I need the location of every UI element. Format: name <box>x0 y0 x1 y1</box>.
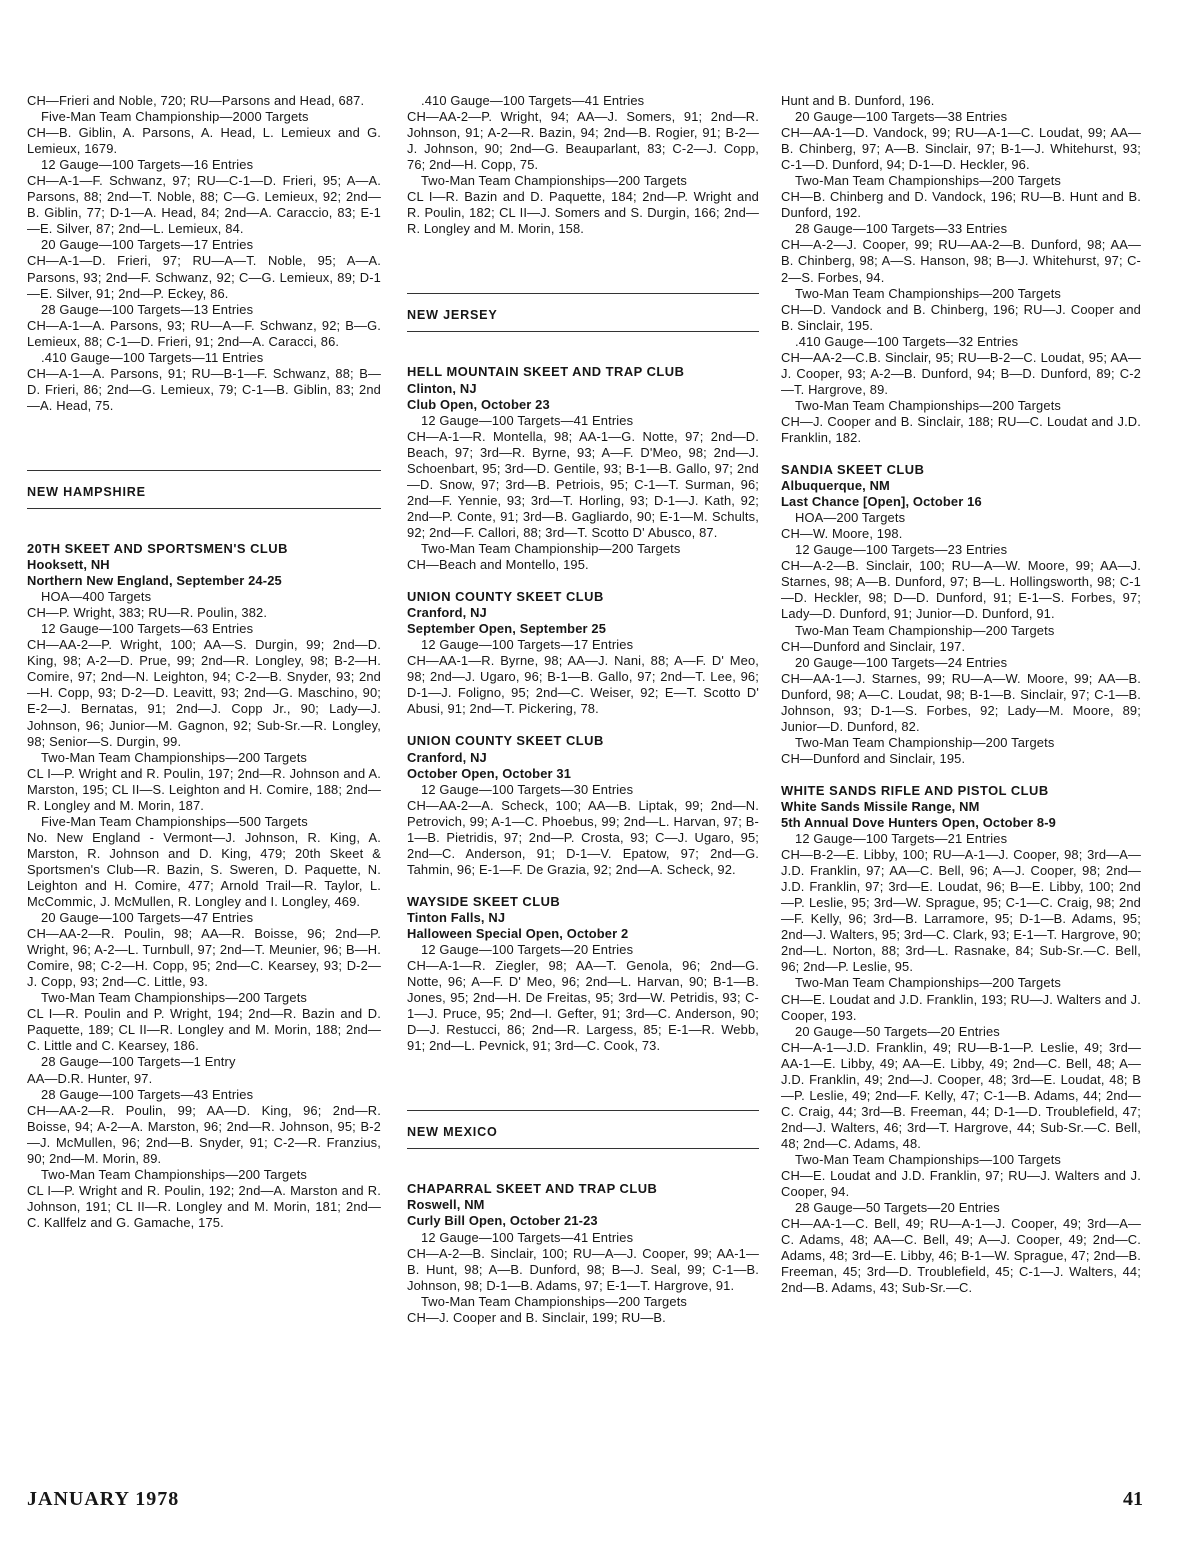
event-heading: Two-Man Team Championships—200 Targets <box>795 975 1062 991</box>
event-heading: Two-Man Team Championships—200 Targets <box>41 990 308 1006</box>
event-heading: 28 Gauge—100 Targets—33 Entries <box>795 221 1008 237</box>
result-paragraph: CL I—R. Poulin and P. Wright, 194; 2nd—R. Bazin and D. Paquette, 189; CL II—R. Longley and M. Morin, 188; 2nd—C. Little and C. Kearsey, 186. <box>27 1006 381 1054</box>
event-heading: 20 Gauge—100 Targets—17 Entries <box>41 237 254 253</box>
result-paragraph: CH—AA-1—J. Starnes, 99; RU—A—W. Moore, 99; AA—B. Dunford, 98; A—C. Loudat, 98; B-1—B. Sinclair, 97; C-1—B. Johnson, 93; D-1—S. Forbes, 92; Lady—M. Moore, 89; Junior—D. Dunford, 82. <box>781 670 1141 734</box>
column-right <box>781 93 1141 1296</box>
result-paragraph: CH—B. Giblin, A. Parsons, A. Head, L. Lemieux and G. Lemieux, 1679. <box>27 125 381 157</box>
club-location: Clinton, NJ <box>407 380 477 396</box>
event-heading: 12 Gauge—100 Targets—63 Entries <box>41 621 254 637</box>
result-paragraph: CH—AA-2—A. Scheck, 100; AA—B. Liptak, 99; 2nd—N. Petrovich, 99; A-1—C. Phoebus, 99; 2nd—L. Harvan, 97; B-1—B. Pietridis, 97; 2nd—P. Crosta, 93; C—J. Ugaro, 95; 2nd—C. Anderson, 91; D-1—V. Epatow, 97; 2nd—G. Tahmin, 96; E-1—F. De Grazia, 92; 2nd—A. Scheck, 92. <box>407 797 759 877</box>
state-section-heading: NEW JERSEY <box>407 293 759 332</box>
event-heading: 12 Gauge—100 Targets—16 Entries <box>41 157 254 173</box>
event-heading: Two-Man Team Championships—200 Targets <box>41 1166 308 1182</box>
result-paragraph: CH—Beach and Montello, 195. <box>407 557 589 573</box>
club-location: Tinton Falls, NJ <box>407 909 506 925</box>
event-heading: 20 Gauge—100 Targets—38 Entries <box>795 109 1008 125</box>
result-paragraph: CH—B-2—E. Libby, 100; RU—A-1—J. Cooper, 98; 3rd—A—J.D. Franklin, 97; AA—C. Bell, 96; A—J. Cooper, 98; 2nd—J.D. Franklin, 97; 3rd—E. Loudat, 96; B—E. Libby, 100; 2nd—P. Leslie, 95; 3rd—W. Sprague, 95; C-1—C. Craig, 98; 2nd—F. Kelly, 96; 3rd—B. Larramore, 95; D-1—B. Adams, 95; 2nd—J. Walters, 95; 3rd—C. Clark, 93; E-1—T. Hargrove, 90; 2nd—L. Norton, 88; 3rd—L. Rasnake, 84; Sub-Sr.—C. Bell, 96; 2nd—P. Leslie, 95. <box>781 847 1141 975</box>
event-heading: .410 Gauge—100 Targets—11 Entries <box>41 349 264 365</box>
result-paragraph: CH—A-1—F. Schwanz, 97; RU—C-1—D. Frieri, 95; A—A. Parsons, 88; 2nd—T. Noble, 88; C—G. Lemieux, 92; 2nd—B. Giblin, 77; D-1—A. Head, 84; 2nd—A. Caraccio, 83; E-1—E. Silver, 87; 2nd—L. Lemieux, 84. <box>27 173 381 237</box>
event-heading: Two-Man Team Championships—200 Targets <box>795 397 1062 413</box>
result-paragraph: CH—AA-1—R. Byrne, 98; AA—J. Nani, 88; A—F. D' Meo, 98; 2nd—J. Ugaro, 96; B-1—B. Gallo, 97; 2nd—T. Lee, 96; D-1—J. Foligno, 95; 2nd—C. Weiser, 92; E—T. Scotto D' Abusi, 91; 2nd—T. Pickering, 78. <box>407 653 759 717</box>
result-paragraph: CH—AA-1—C. Bell, 49; RU—A-1—J. Cooper, 49; 3rd—A—C. Adams, 48; AA—C. Bell, 49; A—J. Cooper, 49; 2nd—C. Adams, 48; 3rd—E. Libby, 46; B-1—W. Sprague, 47; 2nd—B. Freeman, 45; 3rd—D. Troublefield, 45; C-1—J. Walters, 44; 2nd—B. Adams, 43; Sub-Sr.—C. <box>781 1216 1141 1296</box>
club-name: UNION COUNTY SKEET CLUB <box>407 733 604 749</box>
result-paragraph: CH—J. Cooper and B. Sinclair, 188; RU—C. Loudat and J.D. Franklin, 182. <box>781 413 1141 445</box>
event-heading: 12 Gauge—100 Targets—21 Entries <box>795 831 1008 847</box>
event-heading: .410 Gauge—100 Targets—32 Entries <box>795 333 1019 349</box>
event-heading: Two-Man Team Championships—200 Targets <box>41 749 308 765</box>
result-paragraph: CH—A-1—R. Ziegler, 98; AA—T. Genola, 96; 2nd—G. Notte, 96; A—F. D' Meo, 96; 2nd—L. Harvan, 90; B-1—B. Jones, 95; 2nd—H. De Freitas, 95; 3rd—W. Petridis, 93; C-1—J. Pruce, 95; 2nd—I. Gefter, 91; 3rd—C. Anderson, 90; D—J. Restucci, 86; 2nd—R. Largess, 85; E-1—R. Webb, 91; 2nd—L. Pevnick, 91; 3rd—C. Cook, 73. <box>407 958 759 1054</box>
event-title: October Open, October 31 <box>407 765 572 781</box>
result-paragraph: CH—P. Wright, 383; RU—R. Poulin, 382. <box>27 605 268 621</box>
club-name: SANDIA SKEET CLUB <box>781 462 925 478</box>
result-paragraph: Hunt and B. Dunford, 196. <box>781 93 935 108</box>
club-location: Albuquerque, NM <box>781 478 890 494</box>
event-heading: 20 Gauge—100 Targets—24 Entries <box>795 654 1008 670</box>
result-paragraph: CH—AA-2—P. Wright, 100; AA—S. Durgin, 99; 2nd—D. King, 98; A-2—D. Prue, 99; 2nd—R. Longley, 98; B-2—H. Comire, 97; 2nd—N. Leighton, 94; C-2—B. Snyder, 93; 2nd—H. Copp, 93; D-2—D. Leavitt, 93; 2nd—G. Maschino, 90; E-2—J. Bernatas, 91; 2nd—J. Copp Jr., 90; Lady—J. Johnson, 96; Junior—M. Gagnon, 92; Sub-Sr.—R. Longley, 98; Senior—S. Durgin, 99. <box>27 637 381 749</box>
result-paragraph: CH—A-1—A. Parsons, 91; RU—B-1—F. Schwanz, 88; B—D. Frieri, 86; 2nd—G. Lemieux, 79; C-1—B. Giblin, 83; 2nd—A. Head, 75. <box>27 365 381 413</box>
event-heading: 28 Gauge—100 Targets—43 Entries <box>41 1086 254 1102</box>
result-paragraph: CH—J. Cooper and B. Sinclair, 199; RU—B. <box>407 1309 666 1325</box>
result-paragraph: CH—A-1—R. Montella, 98; AA-1—G. Notte, 97; 2nd—D. Beach, 97; 3rd—R. Byrne, 93; A—F. D'Meo, 98; 2nd—J. Schoenbart, 95; 3rd—D. Gentile, 93; B-1—B. Gallo, 97; 2nd—D. Snow, 97; 3rd—B. Petriois, 95; C-1—T. Surman, 96; 2nd—F. Yennie, 93; 3rd—T. Horling, 93; D-1—J. Kath, 92; 2nd—P. Conte, 91; 3rd—B. Gagliardo, 90; E-1—M. Schults, 92; 2nd—F. Callori, 88; 3rd—T. Scotto D' Abusco, 87. <box>407 428 759 540</box>
issue-date: JANUARY 1978 <box>27 1488 180 1510</box>
event-heading: 28 Gauge—50 Targets—20 Entries <box>795 1200 1000 1216</box>
result-paragraph: CH—AA-2—P. Wright, 94; AA—J. Somers, 91; 2nd—R. Johnson, 91; A-2—R. Bazin, 94; 2nd—B. Rogier, 91; B-2—J. Johnson, 90; 2nd—G. Beauparlant, 83; C-2—J. Copp, 76; 2nd—H. Copp, 75. <box>407 109 759 173</box>
result-paragraph: CH—W. Moore, 198. <box>781 526 903 542</box>
club-location: Cranford, NJ <box>407 749 487 765</box>
event-heading: 12 Gauge—100 Targets—41 Entries <box>421 412 634 428</box>
result-paragraph: CL I—P. Wright and R. Poulin, 197; 2nd—R. Johnson and A. Marston, 195; CL II—S. Leighton and H. Comire, 188; 2nd—R. Longley and M. Morin, 187. <box>27 765 381 813</box>
result-paragraph: CH—A-1—D. Frieri, 97; RU—A—T. Noble, 95; A—A. Parsons, 93; 2nd—F. Schwanz, 92; C—G. Lemieux, 89; D-1—E. Silver, 91; 2nd—P. Eckey, 86. <box>27 253 381 301</box>
event-title: Halloween Special Open, October 2 <box>407 925 629 941</box>
result-paragraph: CH—A-2—B. Sinclair, 100; RU—A—W. Moore, 99; AA—J. Starnes, 98; A—B. Dunford, 97; B—L. Hollingsworth, 98; C-1—D. Heckler, 98; D—D. Dunford, 91; E-1—S. Forbes, 97; Lady—D. Dunford, 91; Junior—D. Dunford, 91. <box>781 558 1141 622</box>
result-paragraph: CL I—P. Wright and R. Poulin, 192; 2nd—A. Marston and R. Johnson, 191; CL II—R. Longley and M. Morin, 181; 2nd—C. Kallfelz and G. Gamache, 175. <box>27 1182 381 1230</box>
event-heading: 12 Gauge—100 Targets—30 Entries <box>421 781 634 797</box>
result-paragraph: CH—D. Vandock and B. Chinberg, 196; RU—J. Cooper and B. Sinclair, 195. <box>781 301 1141 333</box>
state-section-heading: NEW MEXICO <box>407 1110 759 1149</box>
result-paragraph: CH—AA-1—D. Vandock, 99; RU—A-1—C. Loudat, 99; AA—B. Chinberg, 97; A—B. Sinclair, 97; B-1—J. Whitehurst, 93; C-1—D. Dunford, 94; D-1—D. Heckler, 96. <box>781 125 1141 173</box>
event-title: Last Chance [Open], October 16 <box>781 494 982 510</box>
event-title: Northern New England, September 24-25 <box>27 573 282 589</box>
event-heading: 20 Gauge—50 Targets—20 Entries <box>795 1023 1000 1039</box>
club-location: Cranford, NJ <box>407 605 487 621</box>
event-heading: .410 Gauge—100 Targets—41 Entries <box>421 93 645 108</box>
result-paragraph: CH—A-1—A. Parsons, 93; RU—A—F. Schwanz, 92; B—G. Lemieux, 88; C-1—D. Frieri, 91; 2nd—A. Caracci, 86. <box>27 317 381 349</box>
event-heading: Two-Man Team Championships—100 Targets <box>795 1152 1062 1167</box>
club-location: Hooksett, NH <box>27 557 110 573</box>
result-paragraph: CH—E. Loudat and J.D. Franklin, 193; RU—J. Walters and J. Cooper, 193. <box>781 991 1141 1023</box>
page-number: 41 <box>1123 1488 1143 1510</box>
club-name: CHAPARRAL SKEET AND TRAP CLUB <box>407 1181 658 1197</box>
event-heading: 20 Gauge—100 Targets—47 Entries <box>41 910 254 926</box>
event-heading: Two-Man Team Championship—200 Targets <box>795 622 1055 638</box>
event-heading: 12 Gauge—100 Targets—41 Entries <box>421 1229 634 1245</box>
event-heading: 12 Gauge—100 Targets—17 Entries <box>421 637 634 653</box>
result-paragraph: CH—Frieri and Noble, 720; RU—Parsons and Head, 687. <box>27 93 365 108</box>
column-left <box>27 93 381 1231</box>
event-heading: Five-Man Team Championship—2000 Targets <box>41 109 309 125</box>
event-heading: 12 Gauge—100 Targets—23 Entries <box>795 542 1008 558</box>
event-title: Club Open, October 23 <box>407 396 550 412</box>
result-paragraph: No. New England - Vermont—J. Johnson, R. King, A. Marston, R. Johnson and D. King, 479; 20th Skeet & Sportsmen's Club—R. Bazin, S. Sweren, D. Paquette, N. Leighton and H. Comire, 477; Arnold Trail—R. Taylor, L. McCommic, J. McMullen, R. Longley and I. Longley, 469. <box>27 829 381 910</box>
event-title: 5th Annual Dove Hunters Open, October 8-9 <box>781 815 1056 831</box>
event-heading: Two-Man Team Championships—200 Targets <box>421 1293 688 1309</box>
club-name: UNION COUNTY SKEET CLUB <box>407 589 604 605</box>
club-location: White Sands Missile Range, NM <box>781 798 980 814</box>
event-title: Curly Bill Open, October 21-23 <box>407 1213 598 1229</box>
club-location: Roswell, NM <box>407 1197 485 1213</box>
result-paragraph: CH—AA-2—R. Poulin, 99; AA—D. King, 96; 2nd—R. Boisse, 94; A-2—A. Marston, 96; 2nd—R. Johnson, 95; B-2—J. McMullen, 96; 2nd—B. Snyder, 91; C-2—R. Franzius, 90; 2nd—M. Morin, 89. <box>27 1102 381 1166</box>
event-heading: Two-Man Team Championships—200 Targets <box>795 285 1062 301</box>
club-name: 20TH SKEET AND SPORTSMEN'S CLUB <box>27 540 288 556</box>
result-paragraph: CH—A-2—J. Cooper, 99; RU—AA-2—B. Dunford, 98; AA—B. Chinberg, 98; A—S. Hanson, 98; B—J. Whitehurst, 97; C-2—S. Forbes, 94. <box>781 237 1141 285</box>
event-heading: Two-Man Team Championships—200 Targets <box>421 173 688 189</box>
result-paragraph: CH—E. Loudat and J.D. Franklin, 97; RU—J. Walters and J. Cooper, 94. <box>781 1168 1141 1200</box>
event-heading: 28 Gauge—100 Targets—1 Entry <box>41 1054 236 1070</box>
result-paragraph: CH—Dunford and Sinclair, 195. <box>781 750 966 766</box>
result-paragraph: CH—AA-2—C.B. Sinclair, 95; RU—B-2—C. Loudat, 95; AA—J. Cooper, 93; A-2—B. Dunford, 94; B—D. Dunford, 89; C-2—T. Hargrove, 89. <box>781 349 1141 397</box>
club-name: WHITE SANDS RIFLE AND PISTOL CLUB <box>781 782 1049 798</box>
state-section-heading: NEW HAMPSHIRE <box>27 470 381 509</box>
event-title: September Open, September 25 <box>407 621 607 637</box>
event-heading: Five-Man Team Championships—500 Targets <box>41 813 308 829</box>
result-paragraph: AA—D.R. Hunter, 97. <box>27 1070 153 1086</box>
result-paragraph: CH—AA-2—R. Poulin, 98; AA—R. Boisse, 96; 2nd—P. Wright, 96; A-2—L. Turnbull, 97; 2nd—T. Meunier, 96; B—H. Comire, 98; C-2—H. Copp, 95; 2nd—C. Kearsey, 93; D-2—J. Copp, 93; 2nd—C. Little, 93. <box>27 926 381 990</box>
event-heading: 28 Gauge—100 Targets—13 Entries <box>41 301 254 317</box>
result-paragraph: CH—Dunford and Sinclair, 197. <box>781 638 966 654</box>
event-heading: HOA—200 Targets <box>795 510 906 526</box>
event-heading: Two-Man Team Championship—200 Targets <box>421 540 681 556</box>
result-paragraph: CH—B. Chinberg and D. Vandock, 196; RU—B. Hunt and B. Dunford, 192. <box>781 189 1141 221</box>
column-middle <box>407 93 759 1326</box>
result-paragraph: CH—A-1—J.D. Franklin, 49; RU—B-1—P. Leslie, 49; 3rd—AA-1—E. Libby, 49; AA—E. Libby, 49; 2nd—C. Bell, 48; A—J.D. Franklin, 49; 2nd—J. Cooper, 48; 3rd—E. Loudat, 48; B—P. Leslie, 49; 2nd—F. Kelly, 47; C-1—B. Adams, 44; 2nd—C. Craig, 44; 3rd—B. Freeman, 44; D-1—D. Troublefield, 47; 2nd—J. Walters, 46; 3rd—T. Hargrove, 44; Sub-Sr.—C. Bell, 48; 2nd—C. Adams, 48. <box>781 1039 1141 1151</box>
result-paragraph: CH—A-2—B. Sinclair, 100; RU—A—J. Cooper, 99; AA-1—B. Hunt, 98; A—B. Dunford, 98; B—J. Seal, 99; C-1—B. Johnson, 98; D-1—B. Adams, 97; E-1—T. Hargrove, 91. <box>407 1245 759 1293</box>
event-heading: 12 Gauge—100 Targets—20 Entries <box>421 942 634 958</box>
event-heading: Two-Man Team Championship—200 Targets <box>795 734 1055 750</box>
club-name: WAYSIDE SKEET CLUB <box>407 893 561 909</box>
event-heading: HOA—400 Targets <box>41 589 152 605</box>
event-heading: Two-Man Team Championships—200 Targets <box>795 173 1062 189</box>
club-name: HELL MOUNTAIN SKEET AND TRAP CLUB <box>407 364 685 380</box>
result-paragraph: CL I—R. Bazin and D. Paquette, 184; 2nd—P. Wright and R. Poulin, 182; CL II—J. Somers and S. Durgin, 166; 2nd—R. Longley and M. Morin, 158. <box>407 189 759 237</box>
